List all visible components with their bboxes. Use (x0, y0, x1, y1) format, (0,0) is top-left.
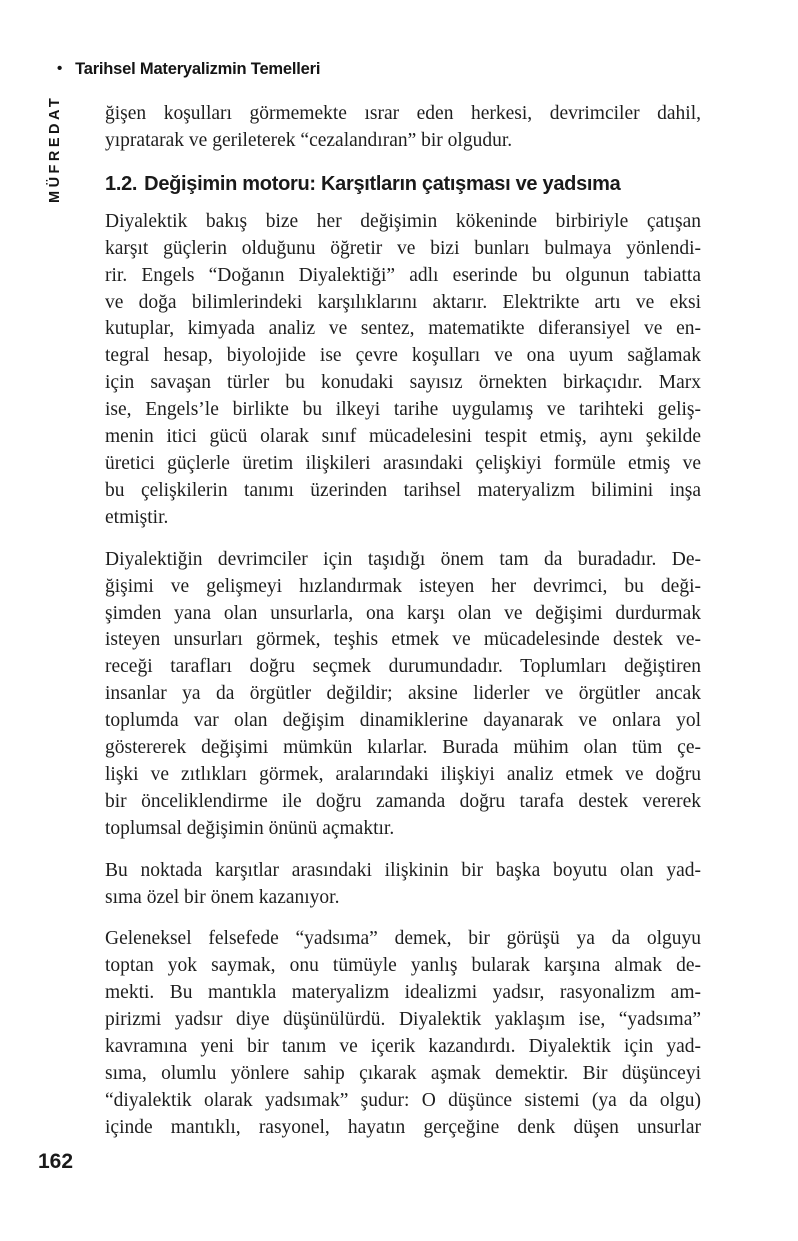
running-header-title: Tarihsel Materyalizmin Temelleri (75, 60, 321, 78)
text-line: insanlar ya da örgütler değildir; aksine liderler ve örgütler ancak (105, 683, 701, 705)
text-line: için savaşan türler bu konudaki sayısız örnekten birkaçıdır. Marx (105, 372, 701, 394)
text-line: karşıt güçlerin olduğunu öğretir ve bizi bunları bulmaya yönlendi- (105, 237, 701, 259)
paragraph (105, 547, 701, 843)
text-line: toplumda var olan değişim dinamiklerine dayanarak ve onlara yol (105, 710, 701, 732)
text-line: lişki ve zıtlıkları görmek, aralarındaki ilişkiyi analiz etmek ve doğru (105, 763, 701, 785)
text-line: Bu noktada karşıtlar arasındaki ilişkinin bir başka boyutu olan yad- (105, 859, 701, 881)
text-line: göstererek değişimi mümkün kılarlar. Burada mühim olan tüm çe- (105, 737, 701, 759)
section-title: Değişimin motoru: Karşıtların çatışması ve yadsıma (144, 172, 621, 195)
page-number: 162 (38, 1150, 74, 1173)
page-content (105, 101, 701, 1157)
text-line: ğişimi ve gelişmeyi hızlandırmak isteyen her devrimci, bu deği- (105, 575, 701, 597)
paragraphs-container (105, 209, 701, 1142)
text-line: toptan yok saymak, onu tümüyle yanlış bularak karşına almak de- (105, 955, 701, 977)
text-line: Diyalektiğin devrimciler için taşıdığı önem tam da buradadır. De- (105, 548, 701, 570)
text-line: toplumsal değişimin önünü açmaktır. (105, 817, 395, 839)
text-line: Diyalektik bakış bize her değişimin kökeninde birbiriyle çatışan (105, 210, 701, 232)
text-line: ve doğa bilimlerindeki karşılıklarını aktarır. Elektrikte artı ve eksi (105, 291, 701, 313)
section-heading (105, 170, 701, 198)
text-line: sıma, olumlu yönlere sahip çıkarak aşmak demektir. Bir düşünceyi (105, 1063, 701, 1084)
text-line: şimden yana olan unsurlarla, ona karşı olan ve değişimi durdurmak (105, 602, 701, 624)
text-line: etmiştir. (105, 506, 169, 528)
text-line: kutuplar, kimyada analiz ve sentez, matematikte diferansiyel ve en- (105, 318, 701, 340)
section-number: 1.2. (105, 172, 138, 195)
paragraph-intro-fragment (105, 101, 701, 155)
text-line: ğişen koşulları görmemekte ısrar eden herkesi, devrimciler dahil, (105, 103, 701, 124)
bullet-icon: • (57, 60, 63, 77)
text-line: pirizmi yadsır diye düşünülürdü. Diyalektik yaklaşım ise, “yadsıma” (105, 1009, 701, 1031)
text-line: üretici güçlerle üretim ilişkileri arasındaki çelişkiyi formüle etmiş ve (105, 452, 701, 474)
text-line: bir önceliklendirme ile doğru zamanda doğru tarafa destek vererek (105, 790, 701, 812)
text-line: kavramına yeni bir tanım ve içerik kazandırdı. Diyalektik için yad- (105, 1036, 701, 1058)
text-line: receği tarafları doğru seçmek durumundadır. Toplumları değiştiren (105, 656, 701, 678)
text-line: menin itici gücü olarak sınıf mücadelesini tespit etmiş, aynı şekilde (105, 426, 701, 448)
text-line: Geleneksel felsefede “yadsıma” demek, bir görüşü ya da olguyu (105, 928, 701, 950)
text-line: isteyen unsurları görmek, teşhis etmek ve mücadelesinde destek ve- (105, 629, 701, 651)
text-line: tegral hesap, biyolojide ise çevre koşulları ve ona uyum sağlamak (105, 345, 701, 367)
running-header (57, 60, 320, 79)
text-line: mekti. Bu mantıkla materyalizm idealizmi yadsır, rasyonalizm am- (105, 982, 701, 1004)
text-line: yıpratarak ve gerileterek “cezalandıran” bir olgudur. (105, 129, 513, 151)
text-line: “diyalektik olarak yadsımak” şudur: O düşünce sistemi (ya da olgu) (105, 1089, 701, 1111)
paragraph (105, 209, 701, 532)
text-line: bu çelişkilerin tanımı üzerinden tarihsel materyalizm bilimini inşa (105, 479, 701, 501)
margin-label-mufredat: MÜFREDAT (47, 94, 63, 203)
text-line: ise, Engels’le birlikte bu ilkeyi tarihe uygulamış ve tarihteki geliş- (105, 399, 701, 421)
text-line: rir. Engels “Doğanın Diyalektiği” adlı eserinde bu olgunun tabiatta (105, 264, 701, 286)
paragraph (105, 926, 701, 1141)
text-line: içinde mantıklı, rasyonel, hayatın gerçeğine denk düşen unsurlar (105, 1116, 701, 1138)
paragraph (105, 858, 701, 912)
text-line: sıma özel bir önem kazanıyor. (105, 886, 340, 908)
